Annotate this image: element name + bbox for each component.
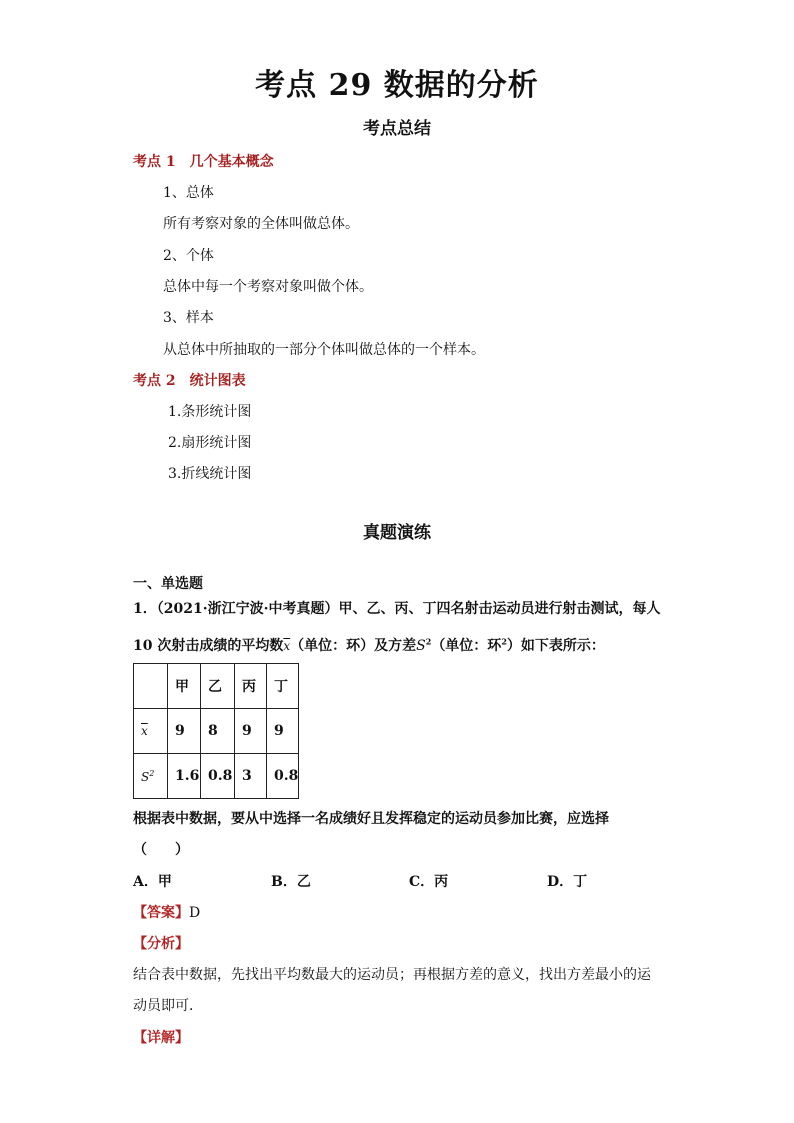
table-cell: 9: [235, 709, 267, 754]
option-c: C．丙: [409, 874, 449, 890]
table-header-cell: 甲: [168, 664, 201, 709]
stem-text: （单位：环: [431, 638, 502, 654]
stem-text: 10 次射击成绩的平均数: [133, 638, 284, 654]
analysis-text-line2: 动员即可．: [133, 998, 203, 1014]
table-cell: 9: [168, 709, 201, 754]
page-title: 考点 29 数据的分析: [255, 68, 539, 103]
variance-symbol: S: [416, 638, 426, 654]
table-header-cell: [134, 664, 168, 709]
mean-symbol: $\overline{x}$: [141, 724, 148, 738]
answer-value: D: [189, 905, 201, 921]
table-cell: 3: [235, 754, 267, 799]
detail-label: 【详解】: [133, 1030, 189, 1046]
table-cell: 1.6: [168, 754, 201, 799]
kp2-item: 2.扇形统计图: [168, 435, 252, 451]
table-row: [134, 754, 299, 799]
variance-row-label: [134, 754, 168, 799]
stats-table: [133, 663, 299, 799]
table-header-cell: 丁: [267, 664, 299, 709]
superscript: 2: [149, 768, 155, 778]
question-stem-line2: [133, 635, 605, 655]
kp1-item-label: 3、样本: [163, 310, 214, 326]
kp1-item-text: 所有考察对象的全体叫做总体。: [163, 216, 359, 232]
stem-text: ）如下表所示：: [506, 638, 605, 654]
option-b: B．乙: [271, 874, 311, 890]
superscript: 2: [425, 636, 432, 647]
stem-text: （单位：环）及方差: [290, 638, 417, 654]
table-cell: 0.8: [267, 754, 299, 799]
table-header-row: [134, 664, 299, 709]
table-cell: 8: [201, 709, 235, 754]
kp2-heading: 考点 2 统计图表: [133, 373, 246, 389]
mean-symbol: $\overline{x}$: [283, 639, 291, 653]
question-stem-line1: 1．（2021·浙江宁波·中考真题）甲、乙、丙、丁四名射击运动员进行射击测试，每人: [133, 601, 661, 617]
answer-label: 【答案】: [133, 905, 189, 921]
answer-line: [133, 902, 200, 922]
variance-symbol: S: [141, 769, 150, 784]
table-header-cell: 丙: [235, 664, 267, 709]
option-a: A．甲: [133, 874, 172, 890]
question-type-heading: 一、单选题: [133, 576, 203, 592]
kp1-item-label: 2、个体: [163, 248, 214, 264]
kp1-item-text: 总体中每一个考察对象叫做个体。: [163, 279, 373, 295]
mean-row-label: [134, 709, 168, 754]
answer-blank: （ ）: [133, 842, 189, 858]
option-d: D．丁: [547, 874, 588, 890]
table-cell: 0.8: [201, 754, 235, 799]
superscript: 2: [501, 636, 507, 647]
table-header-cell: 乙: [201, 664, 235, 709]
section-subtitle: 考点总结: [363, 119, 431, 139]
kp1-item-label: 1、总体: [163, 185, 214, 201]
kp1-heading: 考点 1 几个基本概念: [133, 154, 274, 170]
table-row: [134, 709, 299, 754]
question-prompt: 根据表中数据，要从中选择一名成绩好且发挥稳定的运动员参加比赛，应选择: [133, 811, 609, 827]
section-title: 真题演练: [363, 523, 431, 543]
table-cell: 9: [267, 709, 299, 754]
kp2-item: 3.折线统计图: [168, 466, 252, 482]
analysis-label: 【分析】: [133, 936, 189, 952]
kp1-item-text: 从总体中所抽取的一部分个体叫做总体的一个样本。: [163, 342, 485, 358]
kp2-item: 1.条形统计图: [168, 404, 252, 420]
analysis-text-line1: 结合表中数据，先找出平均数最大的运动员；再根据方差的意义，找出方差最小的运: [133, 967, 651, 983]
